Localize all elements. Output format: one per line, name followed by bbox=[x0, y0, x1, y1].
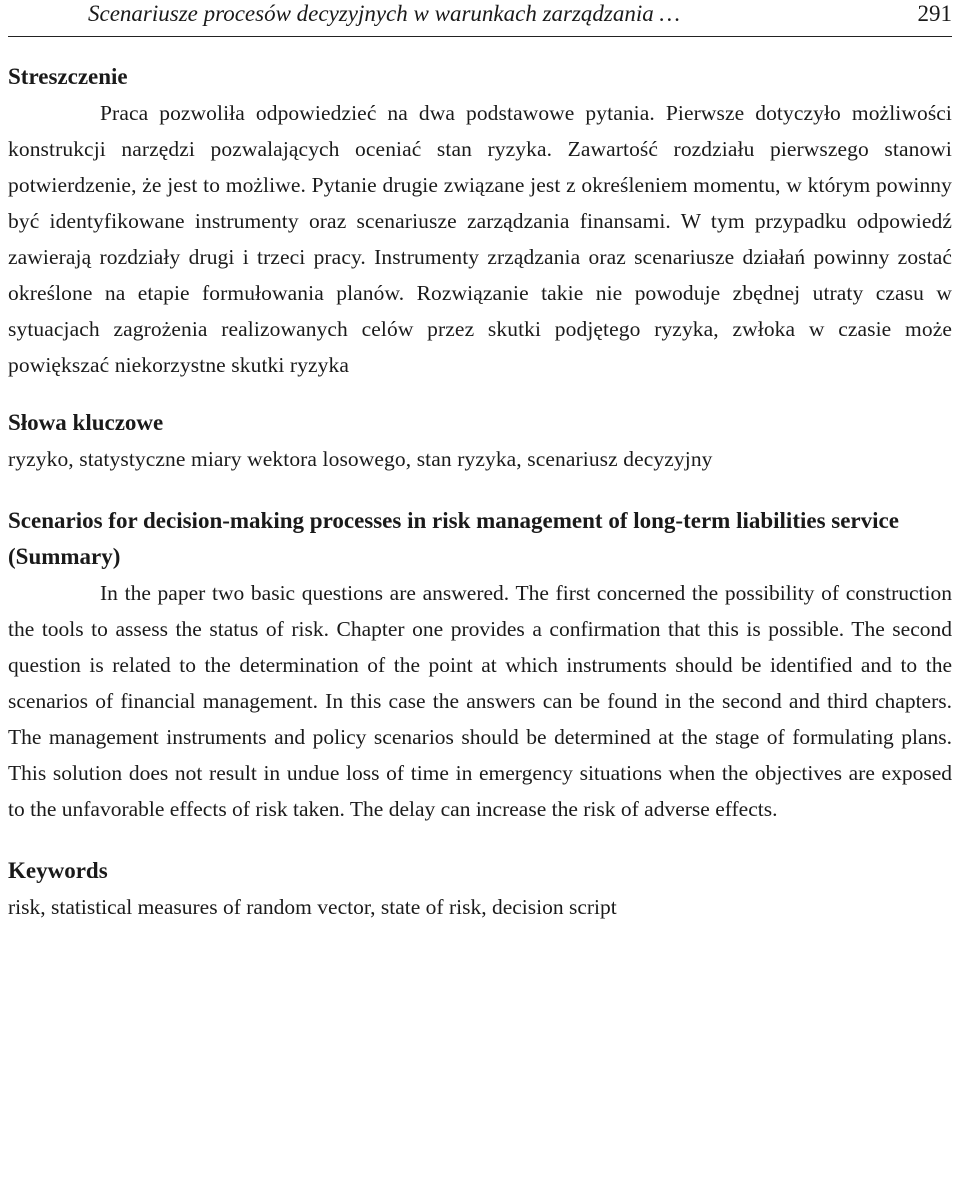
section-streszczenie bbox=[8, 59, 952, 383]
document-page bbox=[8, 0, 952, 925]
page-number: 291 bbox=[917, 1, 952, 26]
slowa-kluczowe-heading: Słowa kluczowe bbox=[8, 410, 164, 435]
section-summary bbox=[8, 503, 952, 827]
section-slowa-kluczowe bbox=[8, 405, 952, 477]
summary-text: In the paper two basic questions are answered. The first concerned the possibility of construction the tools to assess the status of risk. Chapter one provides a confirmation that this is possible. The second question is related to the determination of the point at which instruments should be identified and to the scenarios of financial management. In this case the answers can be found in the second and third chapters. The management instruments and policy scenarios should be determined at the stage of formulating plans. This solution does not result in undue loss of time in emergency situations when the objectives are exposed to the unfavorable effects of risk taken. The delay can increase the risk of adverse effects. bbox=[8, 581, 952, 821]
keywords-text: risk, statistical measures of random vector, state of risk, decision script bbox=[8, 895, 617, 919]
keywords-heading: Keywords bbox=[8, 858, 108, 883]
streszczenie-text: Praca pozwoliła odpowiedzieć na dwa podstawowe pytania. Pierwsze dotyczyło możliwości konstrukcji narzędzi pozwalających oceniać stan ryzyka. Zawartość rozdziału pierwszego stanowi potwierdzenie, że jest to możliwe. Pytanie drugie związane jest z określeniem momentu, w którym powinny być identyfikowane instrumenty oraz scenariusze zarządzania finansami. W tym przypadku odpowiedź zawierają rozdziały drugi i trzeci pracy. Instrumenty zrządzania oraz scenariusze działań powinny zostać określone na etapie formułowania planów. Rozwiązanie takie nie powoduje zbędnej utraty czasu w sytuacjach zagrożenia realizowanych celów przez skutki podjętego ryzyka, zwłoka w czasie może powiększać niekorzystne skutki ryzyka bbox=[8, 101, 952, 377]
running-title: Scenariusze procesów decyzyjnych w warunkach zarządzania … bbox=[88, 1, 680, 26]
slowa-kluczowe-text: ryzyko, statystyczne miary wektora losowego, stan ryzyka, scenariusz decyzyjny bbox=[8, 447, 713, 471]
running-header bbox=[8, 0, 952, 37]
section-keywords bbox=[8, 853, 952, 925]
streszczenie-heading: Streszczenie bbox=[8, 64, 128, 89]
summary-title: Scenarios for decision-making processes in risk management of long-term liabilities service (Summary) bbox=[8, 508, 899, 569]
